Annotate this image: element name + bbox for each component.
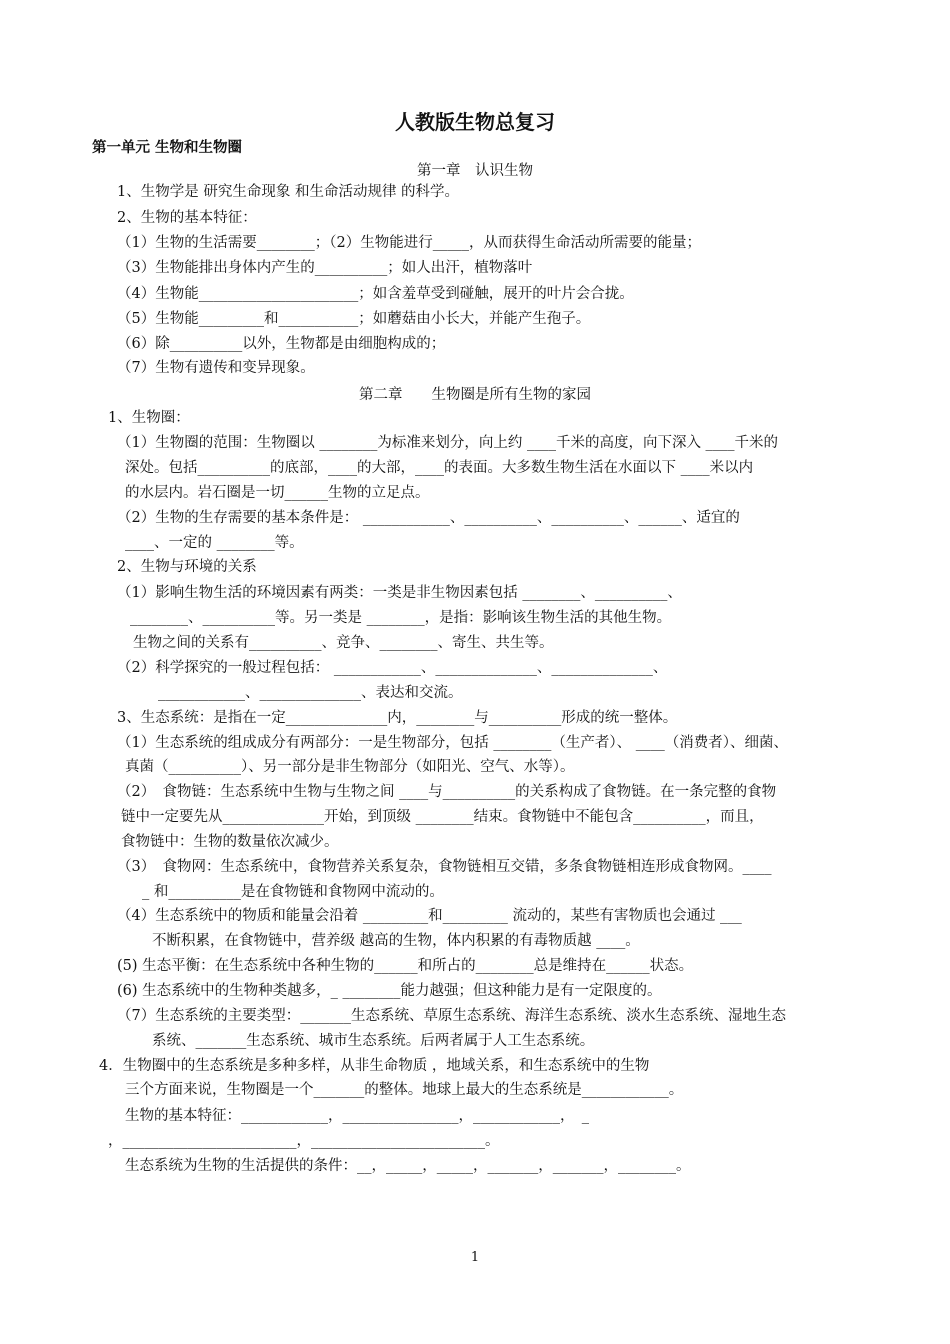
text-line: （1）生物的生活需要________；（2）生物能进行_____，从而获得生命活动所需要的能量；: [117, 235, 701, 251]
text-line: 链中一定要先从______________开始，到顶级 ________结束。食物链中不能包含__________，而且，: [121, 809, 764, 825]
text-line: （2）生物的生存需要的基本条件是： ____________、__________、__________、______、适宜的: [117, 510, 740, 526]
text-line: 深处。包括__________的底部，____的大部，____的表面。大多数生物生活在水面以下 ____米以内: [125, 460, 754, 476]
page-number: 1: [470, 1250, 480, 1265]
chapter-2-heading: 第二章 生物圈是所有生物的家园: [359, 387, 591, 403]
page-title: 人教版生物总复习: [395, 110, 555, 134]
text-line: （7）生物有遗传和变异现象。: [117, 360, 315, 376]
text-line: 系统、_______生态系统、城市生态系统。后两者属于人工生态系统。: [152, 1033, 595, 1049]
text-line: 真菌（__________）、另一部分是非生物部分（如阳光、空气、水等）。: [125, 759, 575, 775]
unit-heading: 第一单元 生物和生物圈: [92, 140, 243, 156]
text-line: 4．生物圈中的生态系统是多种多样，从非生命物质 ，地域关系，和生态系统中的生物: [99, 1058, 650, 1074]
text-line: 3、生态系统：是指在一定______________内，________与__________形成的统一整体。: [117, 710, 678, 726]
text-line: 的水层内。岩石圈是一切______生物的立足点。: [125, 485, 430, 501]
text-line: （1）影响生物生活的环境因素有两类：一类是非生物因素包括 ________、__________、: [117, 585, 682, 601]
text-line: （1）生态系统的组成成分有两部分：一是生物部分，包括 ________（生产者）、 ____（消费者）、细菌、: [117, 735, 788, 751]
text-line: (5) 生态平衡：在生态系统中各种生物的______和所占的________总是维持在______状态。: [117, 958, 694, 974]
text-line: （2）科学探究的一般过程包括： ____________、______________、______________、: [117, 660, 668, 676]
text-line: (6) 生态系统中的生物种类越多，_ ________能力越强；但这种能力是有一定限度的。: [117, 983, 662, 999]
text-line: 生物的基本特征：____________，________________，____________， _: [125, 1108, 589, 1124]
text-line: 不断积累，在食物链中，营养级 越高的生物，体内积累的有毒物质越 ____。: [152, 933, 640, 949]
text-line: （7）生态系统的主要类型：_______生态系统、草原生态系统、海洋生态系统、淡水生态系统、湿地生态: [117, 1008, 786, 1024]
text-line: ____、一定的 ________等。: [125, 535, 304, 551]
text-line: 1、生物圈：: [108, 410, 190, 426]
text-line: ____________、______________、表达和交流。: [158, 685, 463, 701]
text-line: 食物链中：生物的数量依次减少。: [121, 834, 339, 850]
text-line: ________、__________等。另一类是 ________，是指：影响该生物生活的其他生物。: [130, 610, 672, 626]
text-line: 2、生物与环境的关系: [117, 559, 257, 575]
text-line: （5）生物能_________和___________；如蘑菇由小长大，并能产生孢子。: [117, 311, 591, 327]
text-line: _ 和__________是在食物链和食物网中流动的。: [142, 884, 444, 900]
text-line: 1、生物学是 研究生命现象 和生命活动规律 的科学。: [117, 184, 460, 200]
text-line: （3）生物能排出身体内产生的__________；如人出汗，植物落叶: [117, 260, 533, 276]
text-line: 生态系统为生物的生活提供的条件：__，_____，_____，_______，_______，________。: [125, 1158, 691, 1174]
text-line: 2、生物的基本特征：: [117, 210, 257, 226]
text-line: （3） 食物网：生态系统中，食物营养关系复杂，食物链相互交错，多条食物链相连形成食物网。____: [117, 859, 772, 875]
text-line: （4）生态系统中的物质和能量会沿着 _________和_________ 流动的，某些有害物质也会通过 ___: [117, 908, 742, 924]
text-line: 三个方面来说，生物圈是一个_______的整体。地球上最大的生态系统是____________。: [125, 1082, 684, 1098]
text-line: （1）生物圈的范围：生物圈以 ________为标准来划分，向上约 ____千米的高度，向下深入 ____千米的: [117, 435, 779, 451]
text-line: （6）除__________以外，生物都是由细胞构成的；: [117, 336, 446, 352]
chapter-1-heading: 第一章 认识生物: [417, 163, 533, 179]
text-line: （2） 食物链：生态系统中生物与生物之间 ____与__________的关系构成了食物链。在一条完整的食物: [117, 784, 777, 800]
text-line: 生物之间的关系有__________、竞争、________、寄生、共生等。: [133, 635, 554, 651]
text-line: （4）生物能______________________；如含羞草受到碰触，展开的叶片会合拢。: [117, 286, 634, 302]
text-line: ，________________________，________________________。: [108, 1133, 500, 1149]
